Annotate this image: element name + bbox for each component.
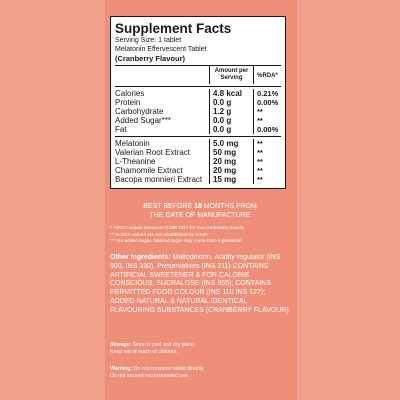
flavour: (Cranberry Flavour) — [115, 54, 186, 63]
nutrient-rda: ** — [253, 157, 281, 166]
footnotes — [110, 226, 290, 246]
nutrient-name: Chamomile Extract — [115, 166, 183, 175]
divider — [115, 136, 281, 137]
nutrient-rda: ** — [253, 148, 281, 157]
nutrition-table — [115, 66, 281, 184]
nutrient-rda: ** — [253, 175, 281, 184]
nutrient-amount: 0.0 g — [209, 125, 253, 134]
nutrient-amount: 0.0 g — [209, 98, 253, 107]
nutrient-name: Melatonin — [115, 139, 150, 148]
best-before: BEST BEFORE 18 MONTHS FROM THE DATE OF MANUFACTURE — [143, 203, 257, 219]
footnote: * %RDA values based on ICMR RDA for men sedentary activity — [110, 226, 245, 231]
nutrient-name: Fat — [115, 125, 127, 134]
rda-header: %RDA* — [253, 66, 281, 84]
nutrient-rda: 0.00% — [253, 125, 281, 134]
divider — [115, 86, 281, 87]
nutrient-amount: 20 mg — [209, 157, 253, 166]
amount-header: Amount per Serving — [209, 66, 253, 84]
nutrient-name: Protein — [115, 98, 141, 107]
nutrient-name: Valerian Root Extract — [115, 148, 190, 157]
nutrient-amount: 5.0 mg — [209, 139, 253, 148]
warning-info: Warning: Do not consume tablet directly. Do not exceed recommended use. — [110, 366, 205, 379]
footnote: ** % RDA values are not established by ICMR — [110, 232, 208, 238]
nutrient-amount: 4.8 kcal — [209, 89, 253, 98]
nutrient-name: L-Theanine — [115, 157, 156, 166]
facts-title: Supplement Facts — [115, 21, 232, 36]
nutrient-name: Carbohydrate — [115, 107, 164, 116]
nutrient-rda: 0.21% — [253, 89, 281, 98]
other-ingredients — [110, 254, 290, 316]
footnote: *** No added sugar. Natural sugar may come from ingredients — [110, 239, 242, 244]
supplement-facts-box — [110, 16, 286, 189]
nutrient-amount: 0.0 g — [209, 116, 253, 125]
storage-info: Storage: Store in cool and dry place. Keep out of reach of children. — [110, 342, 196, 355]
nutrient-rda: ** — [253, 139, 281, 148]
ingredients-text: Maltodextrin, Acidity regulator (INS 500, INS 330), Preservatives (INS 211) CONTAINS ARTIFICIAL SWEETENER & FOR CALORIE CONSCIOUS: SUCRALOSE (INS 955); CONTAINS PERMITTED FOOD COLOUR (INS 110 INS 127); ADDED NATURAL & NATURAL IDENTICAL FLAVOURING SUBSTANCES (CRANBERRY FLAVOUR) — [110, 254, 289, 314]
nutrient-rda: ** — [253, 166, 281, 175]
nutrient-rda: ** — [253, 107, 281, 116]
nutrient-amount: 20 mg — [209, 166, 253, 175]
serving-size: Serving Size: 1 tablet — [115, 37, 182, 44]
ingredients-label: Other Ingredients: — [110, 254, 171, 261]
nutrient-amount: 1.2 g — [209, 107, 253, 116]
nutrient-rda: 0.00% — [253, 98, 281, 107]
nutrient-name: Calories — [115, 89, 145, 98]
nutrient-amount: 50 mg — [209, 148, 253, 157]
nutrient-name: Added Sugar*** — [115, 116, 172, 125]
product-name: Melatonin Effervescent Tablet — [115, 46, 207, 53]
nutrient-rda: ** — [253, 116, 281, 125]
nutrient-amount: 15 mg — [209, 175, 253, 184]
nutrient-name: Bacopa monnieri Extract — [115, 175, 203, 184]
